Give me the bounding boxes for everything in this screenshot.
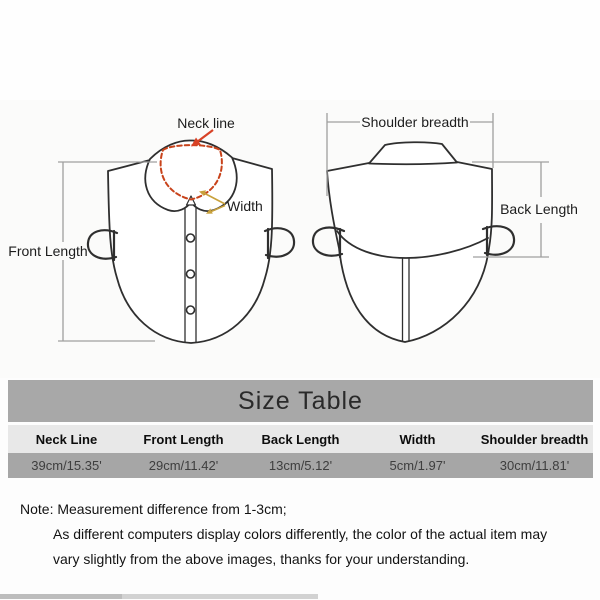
column-header-front-length: Front Length xyxy=(143,431,224,447)
front-length-label: Front Length xyxy=(8,243,88,259)
note-line-2: As different computers display colors differently, the color of the actual item may xyxy=(53,526,548,542)
diagram-background-top xyxy=(0,0,600,100)
back-length-label: Back Length xyxy=(500,201,578,217)
button-1 xyxy=(187,234,195,242)
size-table xyxy=(8,380,593,478)
button-2 xyxy=(187,270,195,278)
value-front-length: 29cm/11.42' xyxy=(148,458,219,473)
value-width: 5cm/1.97' xyxy=(389,458,446,473)
width-label: Width xyxy=(227,198,263,214)
column-header-neck-line: Neck Line xyxy=(35,431,98,447)
value-shoulder-breadth: 30cm/11.81' xyxy=(499,458,570,473)
bottom-cropped-strip xyxy=(0,594,318,599)
note-line-1: Note: Measurement difference from 1-3cm; xyxy=(20,501,287,517)
value-back-length: 13cm/5.12' xyxy=(268,458,333,473)
bottom-cropped-strip-dark xyxy=(0,594,122,599)
size-table-title: Size Table xyxy=(8,380,593,422)
neck-line-label: Neck line xyxy=(177,115,235,131)
column-header-shoulder-breadth: Shoulder breadth xyxy=(480,431,589,447)
column-header-width: Width xyxy=(399,431,436,447)
size-table-values-row xyxy=(8,453,593,478)
shoulder-breadth-label: Shoulder breadth xyxy=(361,114,469,130)
value-neck-line: 39cm/15.35' xyxy=(31,458,102,473)
button-3 xyxy=(187,306,195,314)
column-header-back-length: Back Length xyxy=(261,431,340,447)
note-line-3: vary slightly from the above images, thanks for your understanding. xyxy=(53,551,470,567)
size-table-header-row xyxy=(8,425,593,453)
note-section xyxy=(20,497,586,572)
